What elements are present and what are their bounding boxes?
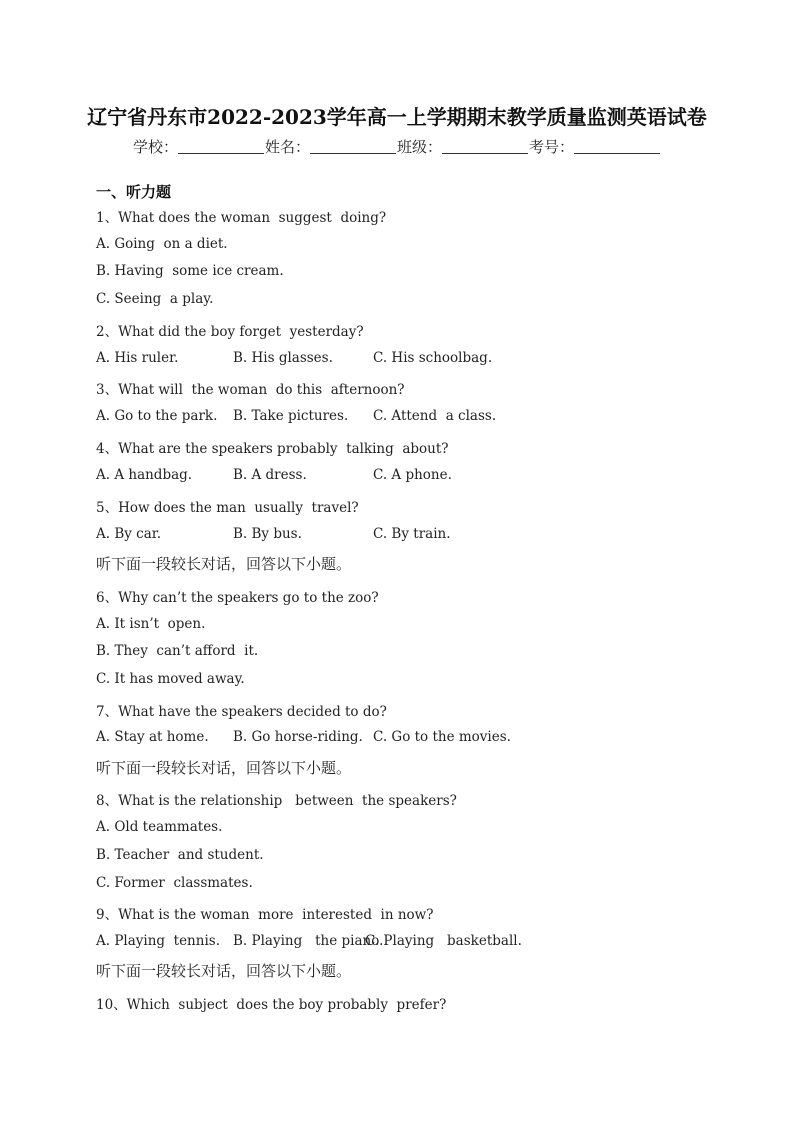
class-blank[interactable] bbox=[442, 139, 528, 154]
school-blank[interactable] bbox=[178, 139, 264, 154]
dialogue-instruction-2: 听下面一段较长对话，回答以下小题。 bbox=[96, 759, 352, 777]
question-7-option-b: B. Go horse-riding. bbox=[233, 729, 363, 745]
question-10: 10、Which subject does the boy probably prefer? bbox=[96, 997, 447, 1013]
question-1-option-c: C. Seeing a play. bbox=[96, 291, 214, 307]
question-2-option-c: C. His schoolbag. bbox=[373, 350, 493, 366]
student-info-line bbox=[0, 136, 794, 157]
question-4-option-b: B. A dress. bbox=[233, 467, 307, 483]
question-6-option-b: B. They can’t afford it. bbox=[96, 643, 259, 659]
question-2: 2、What did the boy forget yesterday? bbox=[96, 324, 364, 340]
question-3-option-a: A. Go to the park. bbox=[96, 408, 218, 424]
question-8-option-a: A. Old teammates. bbox=[96, 819, 223, 835]
question-7-option-c: C. Go to the movies. bbox=[373, 729, 511, 745]
name-blank[interactable] bbox=[310, 139, 396, 154]
question-5-option-b: B. By bus. bbox=[233, 526, 302, 542]
question-4-option-c: C. A phone. bbox=[373, 467, 452, 483]
question-9-option-b: B. Playing the piano. bbox=[233, 933, 384, 949]
question-1-option-a: A. Going on a diet. bbox=[96, 236, 228, 252]
question-9: 9、What is the woman more interested in now? bbox=[96, 907, 434, 923]
class-label: 班级： bbox=[397, 138, 443, 156]
question-7-option-a: A. Stay at home. bbox=[96, 729, 209, 745]
question-1: 1、What does the woman suggest doing? bbox=[96, 210, 387, 226]
question-1-option-b: B. Having some ice cream. bbox=[96, 263, 284, 279]
question-9-option-c: C. Playing basketball. bbox=[365, 933, 522, 949]
question-2-option-a: A. His ruler. bbox=[96, 350, 179, 366]
question-8: 8、What is the relationship between the speakers? bbox=[96, 793, 457, 809]
question-6-option-c: C. It has moved away. bbox=[96, 671, 245, 687]
number-label: 考号： bbox=[529, 138, 575, 156]
number-blank[interactable] bbox=[574, 139, 660, 154]
exam-title: 辽宁省丹东市2022-2023学年高一上学期期末教学质量监测英语试卷 bbox=[87, 105, 707, 129]
question-2-option-b: B. His glasses. bbox=[233, 350, 333, 366]
dialogue-instruction-3: 听下面一段较长对话，回答以下小题。 bbox=[96, 962, 352, 980]
dialogue-instruction-1: 听下面一段较长对话，回答以下小题。 bbox=[96, 555, 352, 573]
section-heading: 一、听力题 bbox=[96, 183, 172, 201]
question-5: 5、How does the man usually travel? bbox=[96, 500, 359, 516]
name-label: 姓名： bbox=[264, 138, 310, 156]
question-8-option-c: C. Former classmates. bbox=[96, 875, 253, 891]
school-label: 学校： bbox=[132, 138, 178, 156]
question-8-option-b: B. Teacher and student. bbox=[96, 847, 264, 863]
question-3-option-c: C. Attend a class. bbox=[373, 408, 497, 424]
question-6: 6、Why can’t the speakers go to the zoo? bbox=[96, 590, 379, 606]
question-4: 4、What are the speakers probably talking about? bbox=[96, 441, 449, 457]
question-3: 3、What will the woman do this afternoon? bbox=[96, 382, 405, 398]
question-6-option-a: A. It isn’t open. bbox=[96, 616, 206, 632]
question-5-option-c: C. By train. bbox=[373, 526, 451, 542]
question-9-option-a: A. Playing tennis. bbox=[96, 933, 220, 949]
question-4-option-a: A. A handbag. bbox=[96, 467, 193, 483]
question-3-option-b: B. Take pictures. bbox=[233, 408, 349, 424]
question-5-option-a: A. By car. bbox=[96, 526, 162, 542]
question-7: 7、What have the speakers decided to do? bbox=[96, 704, 387, 720]
